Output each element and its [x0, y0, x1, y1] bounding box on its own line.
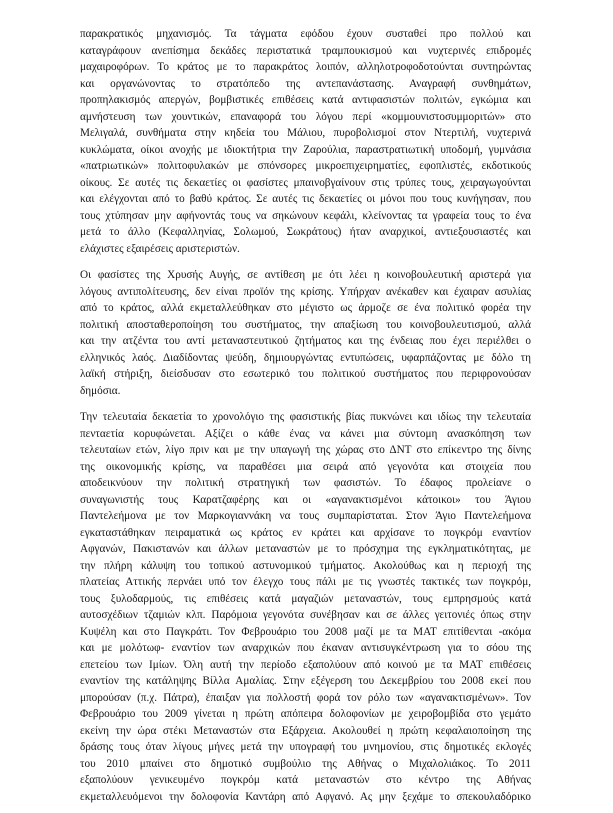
paragraph-3 [80, 409, 531, 805]
text-line: μετά το άλλο (Κεφαλληνίας, Σολωμού, Σωκράτους) ήταν αναρχικοί, αντιεξουσιαστές και [80, 226, 531, 238]
text-line: Αφγανών, Πακιστανών και άλλων μεταναστών με το πρόσχημα της εγκληματικότητας, με [80, 543, 531, 555]
text-line: πενταετία κορυφώνεται. Αξίζει ο κάθε ένας να κάνει μια σύντομη ανασκόπηση των [80, 427, 531, 440]
paragraph-2 [80, 267, 531, 399]
text-line: εκμεταλλευόμενοι την δολοφονία Καντάρη από Αφγανό. Ας μην ξεχάμε το σπεκουλαδόρικο [80, 790, 531, 803]
text-line: την πλήρη κάλυψη του τοπικού αστυνομικού τμήματος. Ακολούθως και η περιοχή της [80, 559, 531, 572]
text-line: λαϊκή στήριξη, διείσδυσαν στο εσωτερικό του πολιτικού συστήματος που περιφρονούσαν [80, 368, 531, 380]
text-line: εκείνη την ώρα στέκι Μεταναστών στα Εξάρχεια. Ακολουθεί η πρώτη κεφαλαιοποίηση της [80, 724, 531, 737]
text-line: Φεβρουάριο του 2009 γίνεται η πρώτη απόπειρα δολοφονίων με χειροβομβίδα στο γεμάτο [80, 708, 531, 720]
text-line: Την τελευταία δεκαετία το χρονολόγιο της φασιστικής βίας πυκνώνει και ιδίως την τελευταία [80, 411, 531, 423]
text-line: επετείου των Ιμίων. Όλη αυτή την περίοδο εξαπολύουν από κοινού με τα ΜΑΤ επιθέσεις [80, 658, 531, 671]
text-line: προπηλακισμός απεργών, βομβιστικές επιθέσεις κατά αντιφασιστών πολιτών, εγκώμια και [80, 94, 531, 106]
text-line: συναγωνιστής τους Καρατζαφέρης και οι «αγανακτισμένοι κάτοικοι» του Άγιου [80, 493, 531, 506]
text-line: δημόσια. [80, 384, 121, 397]
body-text [80, 26, 531, 805]
paragraph-1 [80, 26, 531, 257]
text-line: Οι φασίστες της Χρυσής Αυγής, σε αντίθεση με ότι λέει η κοινοβουλευτική αριστερά για [80, 269, 531, 281]
text-line: μαχαιροφόρων. Το κράτος με το παρακράτος λοιπόν, αλληλοτροφοδοτούνται συντηρώντας [80, 61, 531, 73]
text-line: και την ατζέντα του αντί μεταναστευτικού ζητήματος και της ένδειας που έχει περιέλθει ο [80, 335, 531, 347]
text-line: εξαπολύουν γενικευμένο πογκρόμ κατά μεταναστών στο κέντρο της Αθήνας [80, 774, 531, 786]
text-line: κυκλώματα, οίκοι ανοχής με ιδιοκτήτρια την Ζαρούλια, παραστρατιωτική υποδομή, γυμνάσια [80, 143, 531, 156]
text-line: λόγους αντιπολίτευσης, δεν είναι προϊόν της κρίσης. Υπήρχαν ανέκαθεν και έχαιραν ασυλίας [80, 285, 531, 298]
text-line: τους χτύπησαν μην αφήνοντάς τους να σηκώνουν κεφάλι, κλείνοντας τα γραφεία τους το ένα [80, 209, 531, 222]
text-line: αποδεικνύουν την πολιτική στρατηγική των φασιστών. Το έδαφος προλείανε ο [80, 477, 531, 489]
text-line: της οικονομικής κρίσης, να παραθέσει μια σειρά από γεγονότα και στοιχεία που [80, 460, 531, 473]
text-line: του 2010 μπαίνει στο δημοτικό συμβούλιο της Αθήνας ο Μιχαλολιάκος. Το 2011 [80, 757, 531, 770]
text-line: δράσης τους όταν λίγους μήνες μετά την υπογραφή του μνημονίου, στις δημοτικές εκλογές [80, 741, 531, 753]
text-line: και οργανώνοντας το στρατόπεδο της αντεπανάστασης. Αναγραφή συνθημάτων, [80, 77, 531, 90]
text-line: Μελιγαλά, συνθήματα στην κηδεία του Μάλιου, πυροβολισμοί στον Ντερτιλή, νυχτερινά [80, 127, 531, 139]
text-line: ελληνικός λαός. Διαδίδοντας ψεύδη, δημιουργώντας εντυπώσεις, υφαρπάζοντας με δόλο τη [80, 351, 531, 364]
text-line: πολιτική αποσταθεροποίηση του συστήματος, την απαξίωση του κοινοβουλευτισμού, αλλά [80, 318, 531, 331]
text-line: Παντελεήμονα με τον Μαρκογιαννάκη να τους συμπαρίσταται. Στον Άγιο Παντελεήμονα [80, 510, 531, 522]
text-line: πλατείας Αττικής περνάει υπό τον έλεγχο τους πάλι με τις γνωστές τακτικές των πογκρόμ, [80, 576, 531, 588]
text-line: καταγράφουν ανεπίσημα δεκάδες περιστατικά τραμπουκισμού και νυχτερινές επιδρομές [80, 44, 531, 57]
text-line: από το κράτος, αλλά εκμεταλλεύθηκαν στο μέγιστο ως άρμοζε σε ένα πολιτικό φορέα την [80, 302, 531, 314]
text-line: παρακρατικός μηχανισμός. Τα τάγματα εφόδου έχουν συσταθεί προ πολλού και [80, 28, 531, 40]
text-line: εγκαταστάθηκαν πειραματικά ως κράτος εν κράτει και αρχίσανε το πογκρόμ εναντίον [80, 526, 531, 539]
text-line: αυτοσχέδιων τζαμιών κλπ. Παρόμοια γεγονότα συνέβησαν και σε άλλες γειτονιές όπως στην [80, 609, 531, 621]
text-line: οίκους. Σε αυτές τις δεκαετίες οι φασίστες μπαινοβγαίνουν στις τρύπες τους, χειραγωγούνται [80, 176, 531, 189]
text-line: αμνήστευση των χουντικών, επαναφορά του λόγου περί «κομμουνιστοσυμμοριτών» στο [80, 110, 531, 123]
text-line: τελευταίων ετών, λίγο πριν και με την υπαγωγή της χώρας στο ΔΝΤ στο επίκεντρο της δίνης [80, 444, 531, 456]
text-line: τους ξυλοδαρμούς, τις επιθέσεις κατά μαγαζιών μεταναστών, τους εμπρησμούς κατά [80, 592, 531, 605]
text-line: Κυψέλη και στο Παγκράτι. Τον Φεβρουάριο του 2008 μαζί με τα ΜΑΤ επιτίθενται -ακόμα [80, 625, 531, 638]
text-line: και με μολότωφ- εναντίον των αναρχικών που έκαναν αντισυγκέντρωση για το σόου της [80, 642, 531, 654]
text-line: «πατριωτικών» πολιτοφυλακών με σπόνσορες μικροεπιχειρηματίες, εφοπλιστές, εκδοτικούς [80, 160, 531, 172]
text-line: μπορούσαν (π.χ. Πάτρα), έπαιξαν για πολλοστή φορά τον ρόλο των «αγανακτισμένων». Τον [80, 691, 531, 704]
text-line: ελάχιστες εξαιρέσεις αριστεριστών. [80, 242, 240, 255]
text-line: και ελέγχονται από το βαθύ κράτος. Σε αυτές τις δεκαετίες οι μόνοι που τους κυνήγησαν, που [80, 193, 531, 205]
text-line: εναντίον της κατάληψης Βίλλα Αμαλίας. Στην εξέγερση του Δεκεμβρίου του 2008 εκεί που [80, 675, 531, 687]
